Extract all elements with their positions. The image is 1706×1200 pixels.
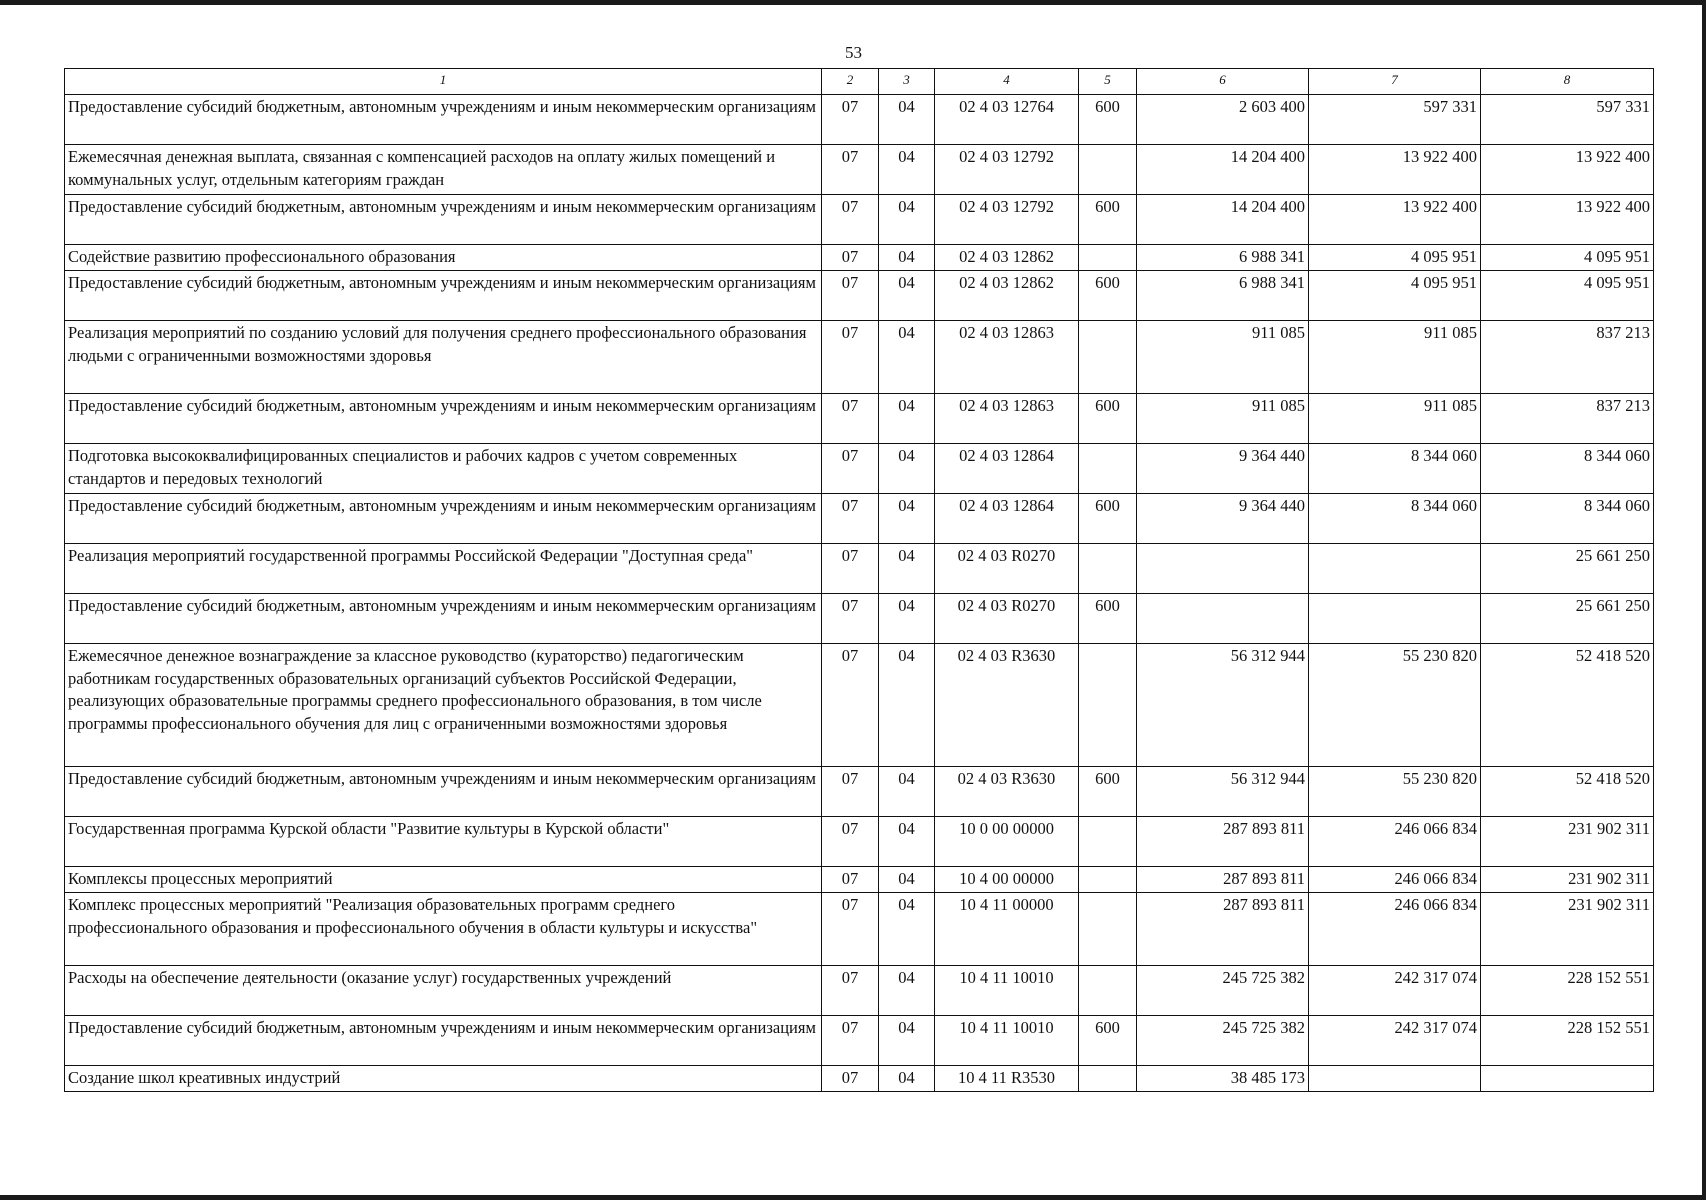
expense-type-code bbox=[1079, 444, 1137, 494]
amount-col-8: 25 661 250 bbox=[1481, 544, 1654, 594]
table-row bbox=[65, 644, 1654, 767]
page-number: 53 bbox=[845, 43, 862, 62]
row-description: Предоставление субсидий бюджетным, автономным учреждениям и иным некоммерческим организациям bbox=[65, 767, 822, 817]
target-article-code: 02 4 03 12792 bbox=[935, 195, 1079, 245]
table-row bbox=[65, 245, 1654, 271]
table-row bbox=[65, 271, 1654, 321]
amount-col-6: 14 204 400 bbox=[1137, 195, 1309, 245]
section-code: 07 bbox=[822, 271, 879, 321]
target-article-code: 02 4 03 12862 bbox=[935, 245, 1079, 271]
row-description: Содействие развитию профессионального образования bbox=[65, 245, 822, 271]
subsection-code: 04 bbox=[879, 966, 935, 1016]
amount-col-6 bbox=[1137, 544, 1309, 594]
target-article-code: 02 4 03 12863 bbox=[935, 321, 1079, 394]
target-article-code: 02 4 03 R3630 bbox=[935, 644, 1079, 767]
table-row bbox=[65, 817, 1654, 867]
expense-type-code: 600 bbox=[1079, 95, 1137, 145]
table-row bbox=[65, 394, 1654, 444]
subsection-code: 04 bbox=[879, 494, 935, 544]
section-code: 07 bbox=[822, 817, 879, 867]
amount-col-7: 4 095 951 bbox=[1309, 271, 1481, 321]
target-article-code: 02 4 03 R0270 bbox=[935, 594, 1079, 644]
expense-type-code: 600 bbox=[1079, 1016, 1137, 1066]
amount-col-7 bbox=[1309, 544, 1481, 594]
section-code: 07 bbox=[822, 394, 879, 444]
expense-type-code bbox=[1079, 867, 1137, 893]
amount-col-8: 13 922 400 bbox=[1481, 195, 1654, 245]
amount-col-6: 911 085 bbox=[1137, 394, 1309, 444]
amount-col-7: 911 085 bbox=[1309, 321, 1481, 394]
column-header: 4 bbox=[935, 69, 1079, 95]
expense-type-code bbox=[1079, 544, 1137, 594]
table-row bbox=[65, 867, 1654, 893]
amount-col-8: 4 095 951 bbox=[1481, 245, 1654, 271]
subsection-code: 04 bbox=[879, 145, 935, 195]
amount-col-7: 13 922 400 bbox=[1309, 195, 1481, 245]
amount-col-8: 597 331 bbox=[1481, 95, 1654, 145]
table-row bbox=[65, 544, 1654, 594]
amount-col-6: 6 988 341 bbox=[1137, 245, 1309, 271]
column-header: 3 bbox=[879, 69, 935, 95]
subsection-code: 04 bbox=[879, 767, 935, 817]
subsection-code: 04 bbox=[879, 321, 935, 394]
target-article-code: 02 4 03 12792 bbox=[935, 145, 1079, 195]
column-header: 8 bbox=[1481, 69, 1654, 95]
subsection-code: 04 bbox=[879, 271, 935, 321]
expense-type-code: 600 bbox=[1079, 767, 1137, 817]
row-description: Ежемесячное денежное вознаграждение за классное руководство (кураторство) педагогическим работникам государственных образовательных организаций субъектов Российской Федерации, реализующих образовательные программы среднего профессионального образования, в том числе программы профессионального обучения для лиц с ограниченными возможностями здоровья bbox=[65, 644, 822, 767]
target-article-code: 02 4 03 R3630 bbox=[935, 767, 1079, 817]
row-description: Реализация мероприятий по созданию условий для получения среднего профессионального образования людьми с ограниченными возможностями здоровья bbox=[65, 321, 822, 394]
amount-col-8: 25 661 250 bbox=[1481, 594, 1654, 644]
table-row bbox=[65, 95, 1654, 145]
page-border-bottom bbox=[0, 1195, 1706, 1200]
target-article-code: 02 4 03 12864 bbox=[935, 494, 1079, 544]
amount-col-8: 231 902 311 bbox=[1481, 817, 1654, 867]
amount-col-6: 245 725 382 bbox=[1137, 966, 1309, 1016]
amount-col-6: 911 085 bbox=[1137, 321, 1309, 394]
amount-col-6: 2 603 400 bbox=[1137, 95, 1309, 145]
amount-col-6: 287 893 811 bbox=[1137, 893, 1309, 966]
target-article-code: 02 4 03 12862 bbox=[935, 271, 1079, 321]
expense-type-code: 600 bbox=[1079, 195, 1137, 245]
row-description: Предоставление субсидий бюджетным, автономным учреждениям и иным некоммерческим организациям bbox=[65, 594, 822, 644]
target-article-code: 10 4 11 00000 bbox=[935, 893, 1079, 966]
target-article-code: 10 0 00 00000 bbox=[935, 817, 1079, 867]
expense-type-code: 600 bbox=[1079, 394, 1137, 444]
column-header: 7 bbox=[1309, 69, 1481, 95]
amount-col-6 bbox=[1137, 594, 1309, 644]
amount-col-8: 8 344 060 bbox=[1481, 494, 1654, 544]
page-border-top bbox=[0, 0, 1706, 5]
amount-col-7: 13 922 400 bbox=[1309, 145, 1481, 195]
subsection-code: 04 bbox=[879, 1066, 935, 1092]
section-code: 07 bbox=[822, 95, 879, 145]
expense-type-code bbox=[1079, 145, 1137, 195]
amount-col-8: 837 213 bbox=[1481, 394, 1654, 444]
expense-type-code: 600 bbox=[1079, 594, 1137, 644]
section-code: 07 bbox=[822, 767, 879, 817]
amount-col-6: 287 893 811 bbox=[1137, 817, 1309, 867]
row-description: Комплекс процессных мероприятий "Реализация образовательных программ среднего профессионального образования и профессионального обучения в области культуры и искусства" bbox=[65, 893, 822, 966]
amount-col-7: 246 066 834 bbox=[1309, 867, 1481, 893]
section-code: 07 bbox=[822, 1016, 879, 1066]
amount-col-6: 56 312 944 bbox=[1137, 767, 1309, 817]
table-row bbox=[65, 1066, 1654, 1092]
section-code: 07 bbox=[822, 494, 879, 544]
expense-type-code bbox=[1079, 644, 1137, 767]
section-code: 07 bbox=[822, 594, 879, 644]
row-description: Предоставление субсидий бюджетным, автономным учреждениям и иным некоммерческим организациям bbox=[65, 95, 822, 145]
target-article-code: 10 4 11 10010 bbox=[935, 966, 1079, 1016]
amount-col-8: 231 902 311 bbox=[1481, 893, 1654, 966]
target-article-code: 02 4 03 12863 bbox=[935, 394, 1079, 444]
row-description: Создание школ креативных индустрий bbox=[65, 1066, 822, 1092]
amount-col-8: 52 418 520 bbox=[1481, 644, 1654, 767]
expense-type-code bbox=[1079, 893, 1137, 966]
amount-col-8: 231 902 311 bbox=[1481, 867, 1654, 893]
row-description: Предоставление субсидий бюджетным, автономным учреждениям и иным некоммерческим организациям bbox=[65, 271, 822, 321]
row-description: Ежемесячная денежная выплата, связанная с компенсацией расходов на оплату жилых помещений и коммунальных услуг, отдельным категориям граждан bbox=[65, 145, 822, 195]
section-code: 07 bbox=[822, 544, 879, 594]
table-row bbox=[65, 893, 1654, 966]
row-description: Расходы на обеспечение деятельности (оказание услуг) государственных учреждений bbox=[65, 966, 822, 1016]
amount-col-8: 13 922 400 bbox=[1481, 145, 1654, 195]
amount-col-7: 242 317 074 bbox=[1309, 966, 1481, 1016]
amount-col-6: 287 893 811 bbox=[1137, 867, 1309, 893]
amount-col-7: 242 317 074 bbox=[1309, 1016, 1481, 1066]
section-code: 07 bbox=[822, 966, 879, 1016]
amount-col-7: 246 066 834 bbox=[1309, 817, 1481, 867]
subsection-code: 04 bbox=[879, 1016, 935, 1066]
expense-type-code bbox=[1079, 966, 1137, 1016]
page-border-right bbox=[1702, 0, 1706, 1200]
amount-col-8: 52 418 520 bbox=[1481, 767, 1654, 817]
table-row bbox=[65, 494, 1654, 544]
target-article-code: 10 4 11 10010 bbox=[935, 1016, 1079, 1066]
subsection-code: 04 bbox=[879, 544, 935, 594]
amount-col-6: 56 312 944 bbox=[1137, 644, 1309, 767]
subsection-code: 04 bbox=[879, 444, 935, 494]
amount-col-7: 911 085 bbox=[1309, 394, 1481, 444]
section-code: 07 bbox=[822, 195, 879, 245]
subsection-code: 04 bbox=[879, 867, 935, 893]
amount-col-7: 4 095 951 bbox=[1309, 245, 1481, 271]
table-row bbox=[65, 767, 1654, 817]
amount-col-6: 245 725 382 bbox=[1137, 1016, 1309, 1066]
amount-col-7 bbox=[1309, 594, 1481, 644]
amount-col-8: 4 095 951 bbox=[1481, 271, 1654, 321]
target-article-code: 10 4 00 00000 bbox=[935, 867, 1079, 893]
row-description: Комплексы процессных мероприятий bbox=[65, 867, 822, 893]
row-description: Подготовка высококвалифицированных специалистов и рабочих кадров с учетом современных стандартов и передовых технологий bbox=[65, 444, 822, 494]
section-code: 07 bbox=[822, 644, 879, 767]
row-description: Государственная программа Курской области "Развитие культуры в Курской области" bbox=[65, 817, 822, 867]
amount-col-7: 8 344 060 bbox=[1309, 494, 1481, 544]
target-article-code: 10 4 11 R3530 bbox=[935, 1066, 1079, 1092]
row-description: Предоставление субсидий бюджетным, автономным учреждениям и иным некоммерческим организациям bbox=[65, 394, 822, 444]
subsection-code: 04 bbox=[879, 644, 935, 767]
section-code: 07 bbox=[822, 145, 879, 195]
row-description: Предоставление субсидий бюджетным, автономным учреждениям и иным некоммерческим организациям bbox=[65, 494, 822, 544]
column-header: 6 bbox=[1137, 69, 1309, 95]
amount-col-6: 14 204 400 bbox=[1137, 145, 1309, 195]
header-row bbox=[65, 69, 1654, 95]
column-header: 2 bbox=[822, 69, 879, 95]
table-row bbox=[65, 145, 1654, 195]
subsection-code: 04 bbox=[879, 245, 935, 271]
amount-col-7: 597 331 bbox=[1309, 95, 1481, 145]
section-code: 07 bbox=[822, 867, 879, 893]
budget-table bbox=[64, 68, 1654, 1092]
subsection-code: 04 bbox=[879, 394, 935, 444]
table-row bbox=[65, 195, 1654, 245]
subsection-code: 04 bbox=[879, 195, 935, 245]
amount-col-8: 228 152 551 bbox=[1481, 1016, 1654, 1066]
amount-col-8 bbox=[1481, 1066, 1654, 1092]
amount-col-8: 228 152 551 bbox=[1481, 966, 1654, 1016]
section-code: 07 bbox=[822, 444, 879, 494]
amount-col-7: 55 230 820 bbox=[1309, 644, 1481, 767]
column-header: 1 bbox=[65, 69, 822, 95]
subsection-code: 04 bbox=[879, 893, 935, 966]
row-description: Предоставление субсидий бюджетным, автономным учреждениям и иным некоммерческим организациям bbox=[65, 1016, 822, 1066]
amount-col-6: 9 364 440 bbox=[1137, 494, 1309, 544]
amount-col-7: 55 230 820 bbox=[1309, 767, 1481, 817]
expense-type-code bbox=[1079, 321, 1137, 394]
section-code: 07 bbox=[822, 893, 879, 966]
table-body bbox=[65, 95, 1654, 1092]
table-row bbox=[65, 444, 1654, 494]
subsection-code: 04 bbox=[879, 817, 935, 867]
table-row bbox=[65, 966, 1654, 1016]
expense-type-code bbox=[1079, 1066, 1137, 1092]
row-description: Реализация мероприятий государственной программы Российской Федерации "Доступная среда" bbox=[65, 544, 822, 594]
table-row bbox=[65, 321, 1654, 394]
subsection-code: 04 bbox=[879, 594, 935, 644]
amount-col-8: 8 344 060 bbox=[1481, 444, 1654, 494]
table-row bbox=[65, 1016, 1654, 1066]
amount-col-7 bbox=[1309, 1066, 1481, 1092]
amount-col-7: 8 344 060 bbox=[1309, 444, 1481, 494]
target-article-code: 02 4 03 12864 bbox=[935, 444, 1079, 494]
section-code: 07 bbox=[822, 1066, 879, 1092]
amount-col-6: 38 485 173 bbox=[1137, 1066, 1309, 1092]
row-description: Предоставление субсидий бюджетным, автономным учреждениям и иным некоммерческим организациям bbox=[65, 195, 822, 245]
expense-type-code: 600 bbox=[1079, 494, 1137, 544]
target-article-code: 02 4 03 R0270 bbox=[935, 544, 1079, 594]
amount-col-8: 837 213 bbox=[1481, 321, 1654, 394]
expense-type-code bbox=[1079, 817, 1137, 867]
section-code: 07 bbox=[822, 321, 879, 394]
expense-type-code bbox=[1079, 245, 1137, 271]
column-header: 5 bbox=[1079, 69, 1137, 95]
amount-col-7: 246 066 834 bbox=[1309, 893, 1481, 966]
section-code: 07 bbox=[822, 245, 879, 271]
subsection-code: 04 bbox=[879, 95, 935, 145]
expense-type-code: 600 bbox=[1079, 271, 1137, 321]
table-row bbox=[65, 594, 1654, 644]
amount-col-6: 9 364 440 bbox=[1137, 444, 1309, 494]
target-article-code: 02 4 03 12764 bbox=[935, 95, 1079, 145]
amount-col-6: 6 988 341 bbox=[1137, 271, 1309, 321]
